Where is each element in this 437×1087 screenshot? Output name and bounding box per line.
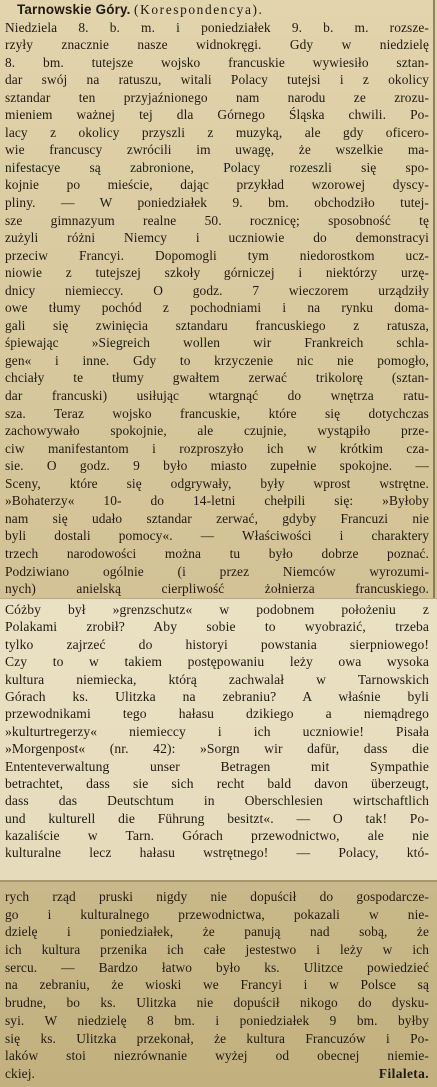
article-rubric: (Korespondencya).	[134, 2, 263, 17]
text-line: na zebraniu, że wioski we Francyi i w Polsce są	[5, 976, 429, 994]
text-line: chciały te tłumy gwałtem zerwać trikolorę (sztan-	[5, 369, 429, 387]
text-line: Podziwiano ogólnie (i przez Niemców wyrozumi-	[5, 563, 429, 581]
part-3-lines	[5, 888, 429, 1065]
closing-line	[5, 1065, 429, 1083]
text-line: się ks. Ulitzka przekonał, że kultura Francuzów i Po-	[5, 1030, 429, 1048]
author-signature: Filaleta.	[379, 1065, 429, 1083]
text-line: byli dostali pomocy«. — Właściwości i charaktery	[5, 527, 429, 545]
text-line: dnicy niemieccy. O godz. 7 wieczorem urządziły	[5, 282, 429, 300]
text-line: niowie z tutejszej szkoły górniczej i niektórzy urzę-	[5, 264, 429, 282]
article-clipping-part-2	[0, 598, 437, 881]
text-line: »Morgenpost« (nr. 42): »Sorgn wir dafür, dass die	[5, 740, 429, 757]
text-line: 8. bm. tutejsze wojsko francuskie wywiesiło sztan-	[5, 54, 429, 72]
text-line: gen« i inne. Gdy to krzyczenie nic nie pomogło,	[5, 352, 429, 370]
text-line: Ententeverwaltung unser Betragen mit Sympathie	[5, 758, 429, 775]
text-line: ciw manifestantom i rozproszyło ich w krótkim cza-	[5, 440, 429, 458]
text-line: »Bohaterzy« 10- do 14-letni chełpili się: »Byłoby	[5, 492, 429, 510]
text-line: »kulturtregerzy« niemieccy i ich uczniowie! Pisała	[5, 723, 429, 740]
text-line: sze gimnazyum realne 50. rocznicę; sposobność tę	[5, 212, 429, 230]
text-line: lacy z okolicy przyszli z muzyką, ale gdy oficero-	[5, 124, 429, 142]
text-line: Górach ks. Ulitzka na zebraniu? A właśnie byli	[5, 688, 429, 705]
text-line: zużyli różni Niemcy i uczniowie do demonstracyi	[5, 229, 429, 247]
text-line: dar francuski) usiłując wtargnąć do wnętrza ratu-	[5, 387, 429, 405]
text-line: sercu. — Bardzo łatwo było ks. Ulitzce powiedzieć	[5, 959, 429, 977]
text-line: pliny. — W poniedziałek 9. bm. obchodziło tutej-	[5, 194, 429, 212]
text-line: przewodnikami tego hałasu dzikiego a niemądrego	[5, 705, 429, 722]
text-line: nych) anielską cierpliwość żołnierza francuskiego.	[5, 580, 429, 598]
text-line: przeciw Francyi. Dopomogli tym niedorostkom ucz-	[5, 247, 429, 265]
text-line: kazaliście w Tarn. Górach przewodnictwo, ale nie	[5, 827, 429, 844]
part-1-lines	[5, 19, 429, 598]
text-line: go i kulturalnego przewodnictwa, pokazali w nie-	[5, 906, 429, 924]
text-line: kulturalne lecz hałasu wstrętnego! — Polacy, któ-	[5, 844, 429, 861]
text-line: Cóżby był »grenzschutz« w podobnem położeniu z	[5, 601, 429, 618]
text-line: rych rząd pruski nigdy nie dopuścił do gospodarcze-	[5, 888, 429, 906]
text-line: zachowywało spokojnie, ale czujnie, wystąpiło prze-	[5, 422, 429, 440]
text-line: syi. W niedzielę 8 bm. i poniedziałek 9 bm. byłby	[5, 1012, 429, 1030]
article-headline: Tarnowskie Góry.	[17, 2, 131, 17]
text-line: Niedziela 8. b. m. i poniedziałek 9. b. m. rozsze-	[5, 19, 429, 37]
text-line: trzech narodowości można tu było dobrze poznać.	[5, 545, 429, 563]
text-line: śpiewając »Siegreich wollen wir Frankreich schla-	[5, 334, 429, 352]
text-line: Czy to w takiem postępowaniu leży owa wysoka	[5, 653, 429, 670]
text-line: betrachtet, dass sie sich recht bald davon überzeugt,	[5, 775, 429, 792]
text-line: Sceny, które się odgrywały, były wprost wstrętne.	[5, 475, 429, 493]
headline-line	[5, 1, 429, 19]
text-line: mieniem ważnej tej dla Górnego Śląska chwili. Po-	[5, 106, 429, 124]
text-line: kojnie po mieście, dając przykład wzorowej dyscy-	[5, 176, 429, 194]
article-text-part-2	[5, 601, 429, 862]
text-line: dar swój na ratuszu, witali Polacy tutejsi i z okolicy	[5, 71, 429, 89]
text-line: dass das Deutschtum in Oberschlesien wirtschaftlich	[5, 792, 429, 809]
article-text-part-3	[5, 888, 429, 1083]
text-line: sztandar ten przyjaźnionego nam narodu ze zrozu-	[5, 89, 429, 107]
text-line: owe tłumy pochód z pochodniami i na rynku doma-	[5, 299, 429, 317]
text-line: und kulturell die Führung besitzt«. — O tak! Po-	[5, 810, 429, 827]
text-line: nifestacye są zabronione, Polacy rozeszli się spo-	[5, 159, 429, 177]
column-rule	[433, 0, 435, 598]
text-line: rzyły znacznie nasze widnokręgi. Gdy w niedzielę	[5, 36, 429, 54]
article-clipping-part-3	[0, 880, 437, 1087]
text-line: brudne, bo ks. Ulitzka nie dopuścił nikogo do dysku-	[5, 994, 429, 1012]
text-line: sie. O godz. 9 było miasto zupełnie spokojne. —	[5, 457, 429, 475]
text-line: kultura niemiecka, którą zachwalał w Tarnowskich	[5, 671, 429, 688]
text-line: wie francuscy zwrócili im uwagę, że wszelkie ma-	[5, 141, 429, 159]
text-line: ich kultura przenika ich całe jestestwo i leży w ich	[5, 941, 429, 959]
text-line: laków stoi niezrównanie wyżej od obecnej niemie-	[5, 1047, 429, 1065]
text-line: nam się udało sztandar zerwać, gdyby Francuzi nie	[5, 510, 429, 528]
article-text-part-1	[5, 1, 429, 598]
text-line: dzielę i poniedziałek, że panują nad sobą, że	[5, 923, 429, 941]
text-line: sza. Teraz wojsko francuskie, które się dotychczas	[5, 405, 429, 423]
text-line: tylko zajrzeć do historyi powstania sierpniowego!	[5, 636, 429, 653]
closing-word: ckiej.	[5, 1066, 35, 1081]
text-line: gali się zwinięcia sztandaru francuskiego z ratusza,	[5, 317, 429, 335]
text-line: Polakami zrobił? Aby sobie to wyobrazić, trzeba	[5, 618, 429, 635]
